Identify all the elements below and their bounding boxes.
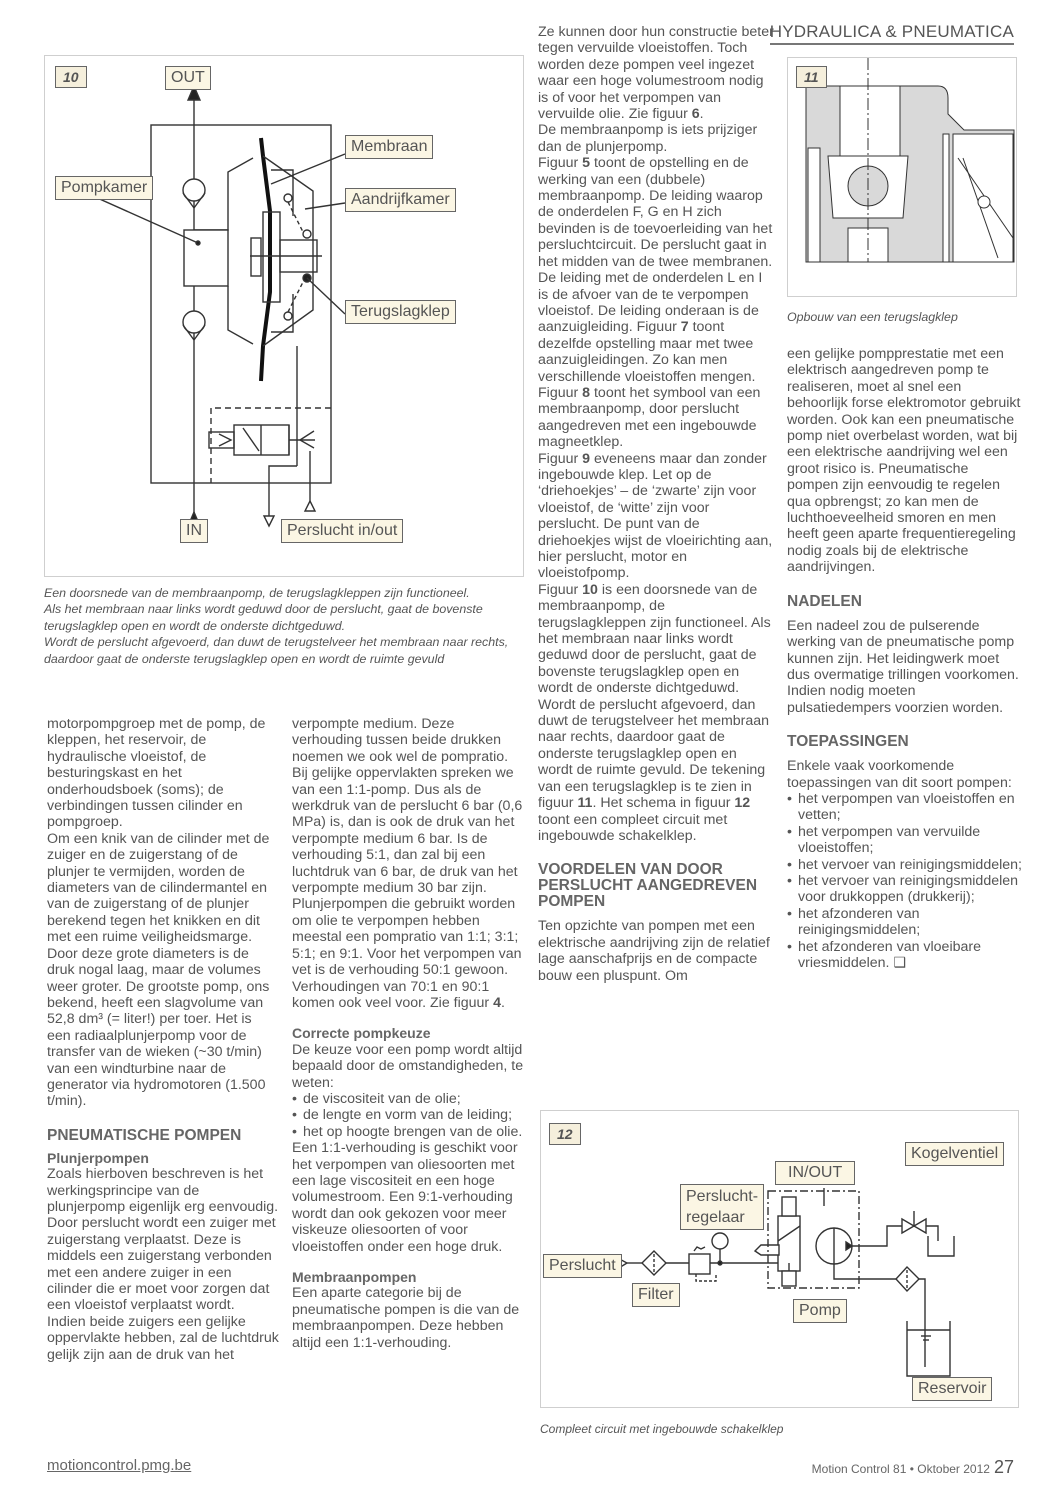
heading-toepassingen: TOEPASSINGEN xyxy=(787,733,909,751)
list-item: • het afzonderen van reinigingsmiddelen; xyxy=(787,906,1023,939)
list-item: • de viscositeit van de olie; xyxy=(292,1091,527,1107)
page-number: 27 xyxy=(993,1457,1014,1477)
list-item: • het vervoer van reinigingsmiddelen; xyxy=(787,857,1023,873)
paragraph: Enkele vaak voorkomende toepassingen van dit soort pompen: xyxy=(787,758,1012,791)
label-in: IN xyxy=(180,519,208,543)
figure-10 xyxy=(44,55,524,577)
paragraph: Figuur 10 is een doorsnede van de membraanpomp, de terugslagkleppen zijn functioneel. Als het membraan naar links wordt geduwd door de perslucht, gaat de bovenste terugslagklep open en wordt de onderste dichtgeduwd. Wordt de perslucht afgevoerd, dan duwt de terugstelveer het membraan naar rechts, daardoor gaat de onderste terugslagklep open en wordt de ruimte gevuld. De tekening van een terugslagklep is te zien in figuur 11. Het schema in figuur 12 toont een compleet circuit met ingebouwde schakelklep. xyxy=(538,581,771,844)
check-valve-drawing xyxy=(788,58,1016,296)
article-column-3 xyxy=(538,24,774,984)
paragraph: Indien beide zuigers een gelijke oppervlakte hebben, zal de luchtdruk gelijk zijn aan de druk van het xyxy=(47,1313,279,1363)
list-item: • het verpompen van vloeistoffen en vetten; xyxy=(787,791,1023,824)
figure-number: 10 xyxy=(55,66,87,88)
footer-issue: Motion Control 81 • Oktober 2012 27 xyxy=(811,1457,1014,1477)
subheading-correcte-pompkeuze: Correcte pompkeuze xyxy=(292,1025,431,1042)
bullet-list xyxy=(292,1091,527,1140)
paragraph: Ze kunnen door hun constructie beter tegen vervuilde vloeistoffen. Toch worden deze pompen veel ingezet waar een hoge volumestroom nodig is of voor het verpompen van vervuilde olie. Zie figuur 6. xyxy=(538,24,774,123)
paragraph: Een aparte categorie bij de pneumatische pompen is die van de membraanpompen. Deze hebben altijd een 1:1-verhouding. xyxy=(292,1285,520,1351)
figure-ref: 4 xyxy=(493,994,501,1011)
paragraph: Figuur 5 toont de opstelling en de werking van een (dubbele) membraanpomp. De leiding waarop de onderdelen F, G en H zich bevinden is de toevoerleiding van het persluchtcircuit. De perslucht gaat in het midden van de twee membranen. De leiding met de onderdelen L en I is de afvoer van de te verpompen vloeistof. De leiding onderaan is de aanzuigleiding. Figuur 7 toont dezelfde opstelling maar met twee aanzuigleidingen. Zo kan men verschillende vloeistoffen mengen. Figuur 8 toont het symbool van een membraanpomp, door perslucht aangedreven met een ingebouwde magneetklep. xyxy=(538,155,773,451)
paragraph: Zoals hierboven beschreven is het werkingsprincipe van de plunjerpomp eigenlijk erg eenvoudig. xyxy=(47,1166,279,1215)
paragraph: Door perslucht wordt een zuiger met zuigerstang verplaatst. Deze is middels een zuigerstang verbonden met een andere zuiger in een cilinder die er moet voor zorgen dat een vloeistof verplaatst wordt. xyxy=(47,1215,276,1314)
list-item: • het op hoogte brengen van de olie. xyxy=(292,1124,527,1140)
label-perslucht: Perslucht in/out xyxy=(281,519,403,543)
section-title: HYDRAULICA & PNEUMATICA xyxy=(770,22,1014,45)
heading-nadelen: NADELEN xyxy=(787,592,862,610)
article-column-4 xyxy=(787,346,1023,971)
paragraph: De keuze voor een pomp wordt altijd bepaald door de omstandigheden, te weten: xyxy=(292,1041,524,1091)
label-aandrijfkamer: Aandrijfkamer xyxy=(345,188,456,212)
figure-number: 12 xyxy=(549,1123,581,1145)
label-pomp: Pomp xyxy=(793,1299,847,1323)
list-item: • de lengte en vorm van de leiding; xyxy=(292,1107,527,1123)
paragraph: Figuur 9 eveneens maar dan zonder ingebouwde klep. Let op de ‘driehoekjes’ – de ‘zwarte’ zijn voor vloeistof, de ‘witte’ zijn voor perslucht. De punt van de driehoekjes wijst de vloeirichting aan, hier perslucht, motor en vloeistofpomp. xyxy=(538,450,773,582)
figure-11-caption: Opbouw van een terugslagklep xyxy=(787,310,958,324)
subheading-membraanpompen: Membraanpompen xyxy=(292,1269,417,1285)
paragraph: Ten opzichte van pompen met een elektrische aandrijving zijn de relatief lage aanschafprijs en de compacte bouw een pluspunt. Om xyxy=(538,918,770,984)
label-in-out: IN/OUT xyxy=(775,1161,855,1185)
label-reservoir: Reservoir xyxy=(912,1377,992,1401)
paragraph: De membraanpomp is iets prijziger dan de plunjerpomp. xyxy=(538,122,758,155)
paragraph: Een nadeel zou de pulserende werking van de pneumatische pomp kunnen zijn. Het leidingwerk moet dus overmatige trillingen voorkomen. xyxy=(787,617,1019,683)
paragraph: Om een knik van de cilinder met de zuiger en de zuigerstang of de plunjer te vermijden, worden de diameters van de cilindermantel en van de zuigerstang of de plunjer berekend tegen het knikken en dit met een ruime veiligheidsmarge. Door deze grote diameters is de druk nogal laag, maar de volumes weer groter. De grootste pomp, ons bekend, heeft een slagvolume van 52,8 dm³ (= liter!) per toer. Het is een radiaalplunjerpomp voor de transfer van de wieken (~30 t/min) van een windturbine naar de generator via hydromotoren (1.500 t/min). xyxy=(47,830,270,1110)
heading-voordelen: VOORDELEN VAN DOOR PERSLUCHT AANGEDREVEN POMPEN xyxy=(538,861,758,911)
figure-12-caption: Compleet circuit met ingebouwde schakelklep xyxy=(540,1422,784,1436)
article-column-1 xyxy=(47,716,279,1363)
bullet-list xyxy=(787,791,1023,971)
subheading-plunjerpompen: Plunjerpompen xyxy=(47,1149,149,1166)
label-persluchtregelaar: Perslucht- regelaar xyxy=(680,1184,764,1230)
end-mark-icon: ❑ xyxy=(893,955,907,971)
paragraph: Indien nodig moeten pulsatiedempers voorzien worden. xyxy=(787,683,1004,716)
paragraph: Een 1:1-verhouding is geschikt voor het verpompen van oliesoorten met een lage viscositeit en een hoge volumestroom. Een 9:1-verhouding wordt dan ook gekozen voor meer viskeuze oliesoorten of voor vloeistoffen onder een hoge druk. xyxy=(292,1140,518,1255)
paragraph: motorpompgroep met de pomp, de kleppen, het reservoir, de hydraulische vloeistof, de besturingskast en het onderhoudsboek (soms); de verbindingen tussen cilinder en pompgroep. xyxy=(47,716,266,831)
figure-12 xyxy=(540,1110,1019,1408)
heading-pneumatische-pompen: PNEUMATISCHE POMPEN xyxy=(47,1126,242,1144)
article-column-2 xyxy=(292,716,527,1351)
list-item: • het verpompen van vervuilde vloeistoffen; xyxy=(787,824,1023,857)
footer-site-link[interactable]: motioncontrol.pmg.be xyxy=(47,1457,192,1474)
list-item: • het afzonderen van vloeibare vriesmiddelen. ❑ xyxy=(787,939,1023,972)
paragraph: een gelijke pompprestatie met een elektrisch aangedreven pomp te realiseren, moet al snel een behoorlijk forse elektromotor gebruikt worden. Ook kan een pneumatische pomp niet overbelast worden, wat bij een elektrische aandrijving wel een groot risico is. Pneumatische pompen zijn eenvoudig te regelen qua opbrengst; zo kan men de luchthoeveelheid smoren en men heeft geen aparte frequentieregeling nodig zoals bij de elektrische aandrijvingen. xyxy=(787,346,1021,576)
paragraph: verpompte medium. Deze verhouding tussen beide drukken noemen we ook wel de pompratio. Bij gelijke oppervlakten spreken we van een 1:1-pomp. Dus als de werkdruk van de perslucht 6 bar (0,6 MPa) is, dan is ook de druk van het verpompte medium 6 bar. Is de verhouding 5:1, dan zal bij een luchtdruk van 6 bar, de druk van het verpompte medium 30 bar zijn. Plunjerpompen die gebruikt worden om olie te verpompen hebben meestal een pompratio van 1:1; 3:1; 5:1; en 9:1. Voor het verpompen van vet is de verhouding 50:1 gewoon. Verhoudingen van 70:1 en 90:1 komen ook veel voor. Zie figuur 4. xyxy=(292,716,523,1011)
list-item: • het vervoer van reinigingsmiddelen voor drukkoppen (drukkerij); xyxy=(787,873,1023,906)
label-perslucht: Perslucht xyxy=(543,1254,622,1278)
label-kogelventiel: Kogelventiel xyxy=(905,1142,1004,1166)
figure-number: 11 xyxy=(796,66,827,88)
label-out: OUT xyxy=(165,66,211,90)
figure-11 xyxy=(787,57,1017,297)
figure-10-caption: Een doorsnede van de membraanpomp, de terugslagkleppen zijn functioneel. Als het membraan naar links wordt geduwd door de perslucht, gaat de bovenste terugslagklep open en wordt de onderste dichtgeduwd. Wordt de perslucht afgevoerd, dan duwt de terugstelveer het membraan naar rechts, daardoor gaat de onderste terugslagklep open en wordt de ruimte gevuld xyxy=(44,586,509,666)
label-pompkamer: Pompkamer xyxy=(55,176,153,200)
label-terugslagklep: Terugslagklep xyxy=(345,300,456,324)
label-filter: Filter xyxy=(632,1283,680,1307)
label-membraan: Membraan xyxy=(345,135,433,159)
